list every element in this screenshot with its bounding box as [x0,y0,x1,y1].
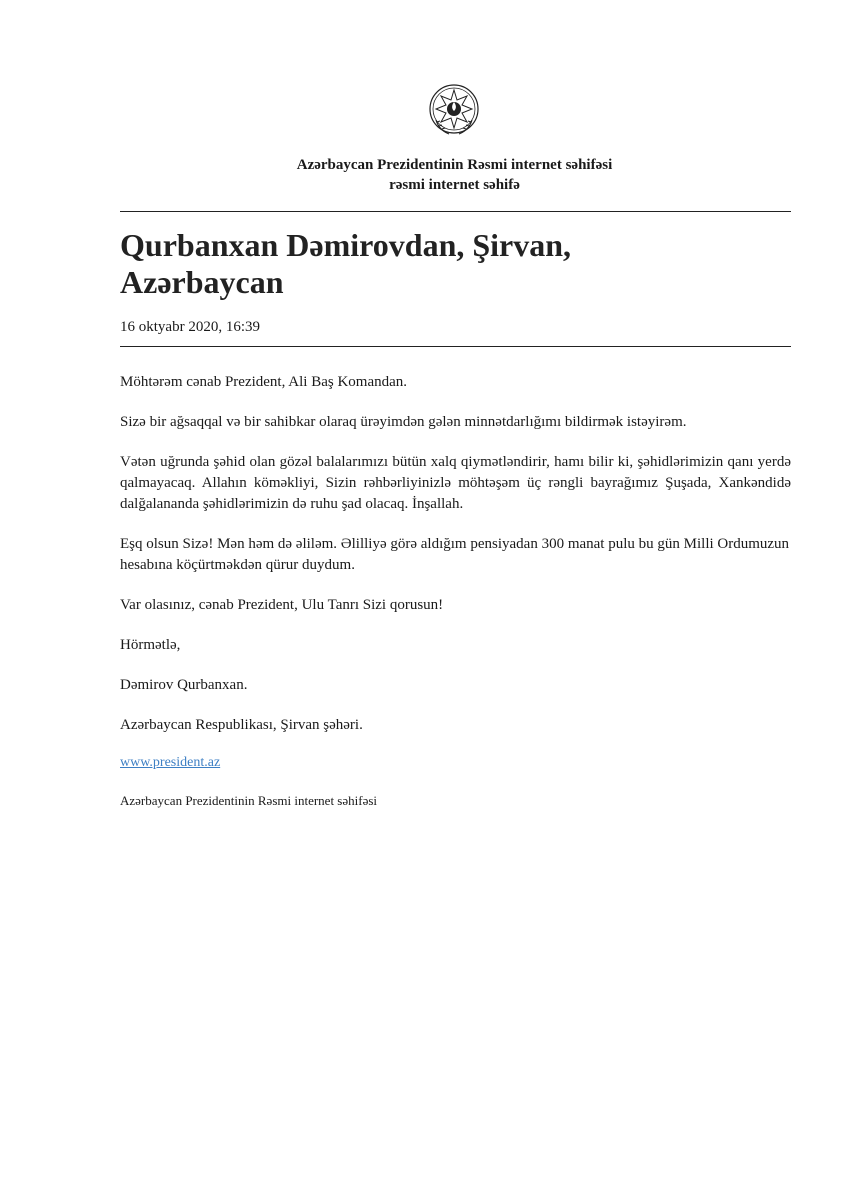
site-subtitle: rəsmi internet səhifə [389,177,520,193]
paragraph-gratitude: Sizə bir ağsaqqal və bir sahibkar olaraq ürəyimdən gələn minnətdarlığımı bildirmək istəyirəm. [120,414,687,430]
president-az-link[interactable]: www.president.az [120,755,221,770]
state-emblem-icon [427,82,481,140]
paragraph-greeting: Möhtərəm cənab Prezident, Ali Baş Komandan. [120,374,408,390]
article-body [120,372,791,810]
paragraph-signature: Dəmirov Qurbanxan. [120,677,248,693]
paragraph-location: Azərbaycan Respublikası, Şirvan şəhəri. [120,717,363,733]
paragraph-wish: Var olasınız, cənab Prezident, Ulu Tanrı Sizi qorusun! [120,597,444,613]
footer-note: Azərbaycan Prezidentinin Rəsmi internet səhifəsi [120,793,378,808]
bottom-divider [120,346,791,347]
article-title: Qurbanxan Dəmirovdan, Şirvan, Azərbaycan [120,227,572,300]
article-date: 16 oktyabr 2020, 16:39 [120,319,260,335]
top-divider [120,211,791,212]
paragraph-martyrs: Vətən uğrunda şəhid olan gözəl balalarımızı bütün xalq qiymətləndirir, hamı bilir ki, şəhidlərimizin qanı yerdə qalmayacaq. Allahın köməkliyi, Sizin rəhbərliyinizlə möhtəşəm üç rəngli bayrağımız Şuşada, Xankəndidə dalğalananda şəhidlərimizin də ruhu şad olacaq. İnşallah. [120,454,791,512]
site-header [0,155,849,195]
paragraph-donation: Eşq olsun Sizə! Mən həm də əliləm. Əlilliyə görə aldığım pensiyadan 300 manat pulu bu gün Milli Ordumuzun hesabına köçürtməkdən qürur duydum. [120,536,790,573]
site-name: Azərbaycan Prezidentinin Rəsmi internet səhifəsi [296,157,613,173]
paragraph-regards: Hörmətlə, [120,637,181,653]
